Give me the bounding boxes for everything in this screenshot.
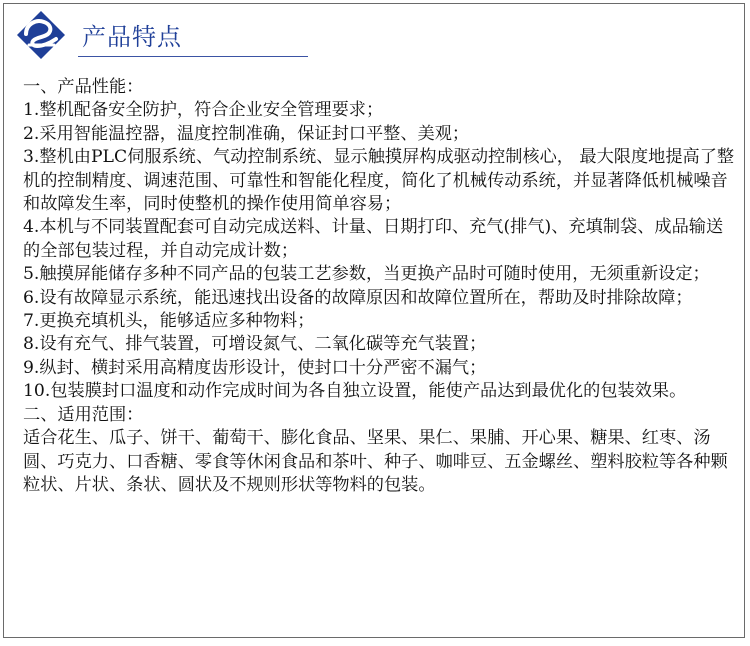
section-heading-scope: 二、适用范围： — [23, 404, 144, 425]
feature-item-6: 6.设有故障显示系统，能迅速找出设备的故障原因和故障位置所在，帮助及时排除故障； — [23, 287, 693, 308]
feature-item-1: 1.整机配备安全防护，符合企业安全管理要求； — [23, 100, 384, 121]
section-heading-performance: 一、产品性能： — [23, 77, 144, 97]
feature-item-10: 10.包装膜封口温度和动作完成时间为各自独立设置，能使产品达到最优化的包装效果。 — [23, 381, 687, 402]
title-underline — [78, 56, 308, 57]
features-content — [23, 76, 740, 497]
feature-item-2: 2.采用智能温控器，温度控制准确，保证封口平整、美观； — [23, 123, 470, 144]
feature-item-3: 3.整机由PLC伺服系统、气动控制系统、显示触摸屏构成驱动控制核心， 最大限度地提高了整机的控制精度、调速范围、可靠性和智能化程度，简化了机械传动系统，并显著降低机械噪音和故障发生率，同时使整机的操作使用简单容易； — [23, 147, 735, 215]
page-title: 产品特点 — [82, 23, 182, 51]
feature-item-4: 4.本机与不同装置配套可自动完成送料、计量、日期打印、充气(排气)、充填制袋、成品输送的全部包装过程，并自动完成计数； — [23, 217, 724, 261]
product-features-panel — [3, 3, 745, 638]
feature-item-7: 7.更换充填机头，能够适应多种物料； — [23, 311, 315, 332]
company-logo-icon — [16, 10, 66, 60]
application-scope-text: 适合花生、瓜子、饼干、葡萄干、膨化食品、坚果、果仁、果脯、开心果、糖果、红枣、汤圆、巧克力、口香糖、零食等休闲食品和茶叶、种子、咖啡豆、五金螺丝、塑料胶粒等各种颗粒状、片状、条状、圆状及不规则形状等物料的包装。 — [23, 428, 728, 495]
feature-item-9: 9.纵封、横封采用高精度齿形设计，使封口十分严密不漏气； — [23, 357, 487, 378]
feature-item-8: 8.设有充气、排气装置，可增设氮气、二氧化碳等充气装置； — [23, 334, 487, 355]
header — [16, 10, 316, 58]
feature-item-5: 5.触摸屏能储存多种不同产品的包装工艺参数，当更换产品时可随时使用，无须重新设定； — [23, 264, 710, 285]
